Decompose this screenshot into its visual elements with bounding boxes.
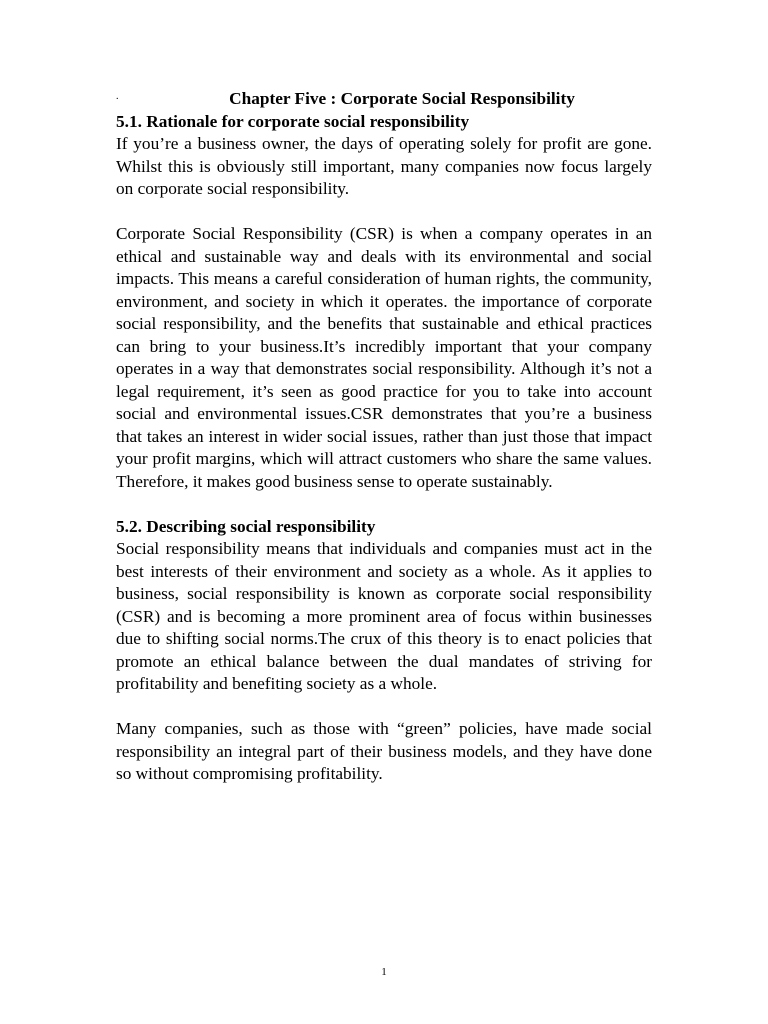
document-body bbox=[116, 88, 652, 786]
paragraph: Social responsibility means that individuals and companies must act in the best interests of their environment and society as a whole. As it applies to business, social responsibility is known as corporate social responsibility (CSR) and is becoming a more prominent area of focus within businesses due to shifting social norms.The crux of this theory is to enact policies that promote an ethical balance between the dual mandates of striving for profitability and benefiting society as a whole. bbox=[116, 539, 652, 693]
paragraph: Corporate Social Responsibility (CSR) is when a company operates in an ethical and sustainable way and deals with its environmental and social impacts. This means a careful consideration of human rights, the community, environment, and society in which it operates. the importance of corporate social responsibility, and the benefits that sustainable and ethical practices can bring to your business.It’s incredibly important that your company operates in a way that demonstrates social responsibility. Although it’s not a legal requirement, it’s seen as good practice for you to take into account social and environmental issues.CSR demonstrates that you’re a business that takes an interest in wider social issues, rather than just those that impact your profit margins, which will attract customers who share the same values. Therefore, it makes good business sense to operate sustainably. bbox=[116, 224, 652, 491]
chapter-title-line bbox=[116, 88, 652, 111]
paragraph-gap bbox=[116, 201, 652, 224]
chapter-title: Chapter Five : Corporate Social Responsibility bbox=[229, 89, 575, 108]
paragraph: Many companies, such as those with “green” policies, have made social responsibility an integral part of their business models, and they have done so without compromising profitability. bbox=[116, 719, 652, 783]
paragraph: If you’re a business owner, the days of operating solely for profit are gone. Whilst this is obviously still important, many companies now focus largely on corporate social responsibility. bbox=[116, 134, 652, 198]
section-heading-5-1: 5.1. Rationale for corporate social responsibility bbox=[116, 111, 470, 131]
section-heading-5-2: 5.2. Describing social responsibility bbox=[116, 516, 376, 536]
paragraph-gap bbox=[116, 696, 652, 719]
paragraph-gap bbox=[116, 493, 652, 516]
page-number: 1 bbox=[381, 966, 387, 978]
bullet-mark: . bbox=[116, 91, 119, 102]
